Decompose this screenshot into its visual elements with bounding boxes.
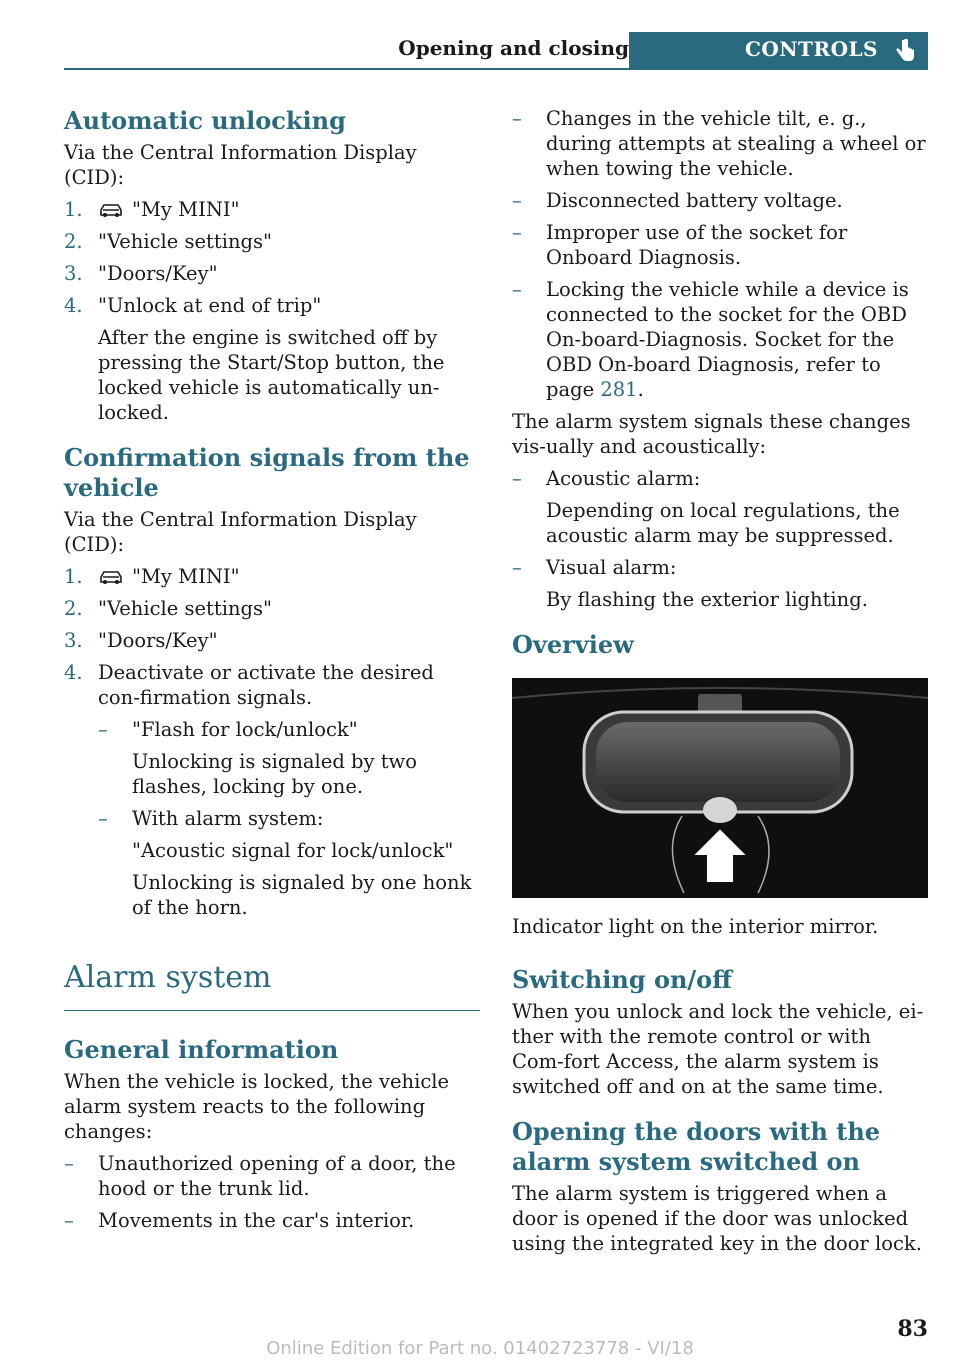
section-title: Opening and closing [398,36,629,60]
page-header [64,32,928,70]
list-item: – Unauthorized opening of a door, the hood or the trunk lid. [64,1152,456,1200]
automatic-unlocking-heading: Automatic unlocking [64,106,346,135]
interior-mirror-illustration [512,678,928,898]
sub-list [98,717,480,920]
list-item: 3. "Doors/Key" [64,262,218,285]
alarm-types-list [512,466,928,612]
alarm-triggers-list-cont [512,106,928,402]
list-item: – Changes in the vehicle tilt, e. g., during attempts at stealing a wheel or when towing the vehicle. [512,107,926,180]
switching-heading: Switching on/off [512,965,732,994]
list-item: – Movements in the car's interior. [64,1209,415,1232]
list-item: – "Flash for lock/unlock" Unlocking is signaled by two flashes, locking by one. [98,718,417,798]
general-text: When the vehicle is locked, the vehicle alarm system reacts to the following changes: [64,1070,450,1143]
chapter-title: CONTROLS [744,37,878,61]
list-item: – Visual alarm: By flashing the exterior lighting. [512,556,868,611]
edition-note: Online Edition for Part no. 01402723778 - VI/18 [266,1338,694,1359]
opening-text: The alarm system is triggered when a door is opened if the door was unlocked using the integrated key in the door lock. [512,1182,922,1255]
list-item: 3. "Doors/Key" [64,629,218,652]
left-column [64,106,480,1240]
list-item: – Disconnected battery voltage. [512,189,843,212]
auto-unlock-steps [64,197,480,425]
list-item: 4. Deactivate or activate the desired con-firmation signals. – "Flash for lock/unlock" Unlocking is signaled by two flashes, locking by one. – With alarm system: "Acoustic signal for lock/unlock" Unlocking is signaled by one honk of the horn. [64,660,480,920]
cid-intro: Via the Central Information Display (CID): [64,508,417,556]
list-item: 2. "Vehicle settings" [64,230,272,253]
header-rule [64,68,928,70]
page-link[interactable]: 281 [600,378,638,401]
cid-intro: Via the Central Information Display (CID): [64,141,417,189]
switching-text: When you unlock and lock the vehicle, ei-ther with the remote control or with Com-fort Access, the alarm system is switched off and on at the same time. [512,1000,924,1098]
page-number: 83 [897,1316,928,1342]
general-information-heading: General information [64,1035,339,1064]
pointing-hand-icon [892,38,916,64]
confirmation-steps [64,564,480,920]
overview-heading: Overview [512,630,634,659]
confirmation-signals-heading: Confirmation signals from the vehicle [64,443,470,502]
figure-caption: Indicator light on the interior mirror. [512,915,879,938]
signals-text: The alarm system signals these changes vis-ually and acoustically: [512,410,911,458]
list-item: – With alarm system: "Acoustic signal for lock/unlock" Unlocking is signaled by one honk of the horn. [98,807,472,919]
car-icon [98,569,124,585]
opening-doors-heading: Opening the doors with the alarm system switched on [512,1117,881,1176]
list-item: 4. "Unlock at end of trip" After the engine is switched off by pressing the Start/Stop button, the locked vehicle is automatically un-locked. [64,293,480,425]
list-item: 1. "My MINI" [64,198,240,221]
list-item: 2. "Vehicle settings" [64,597,272,620]
car-icon [98,202,124,218]
list-item: – Locking the vehicle while a device is connected to the socket for the OBD On-board-Diagnosis. Socket for the OBD On-board Diagnosis, refer to page 281. [512,278,909,401]
right-column [512,106,928,1263]
list-item: – Acoustic alarm: Depending on local regulations, the acoustic alarm may be suppressed. [512,467,900,547]
list-item: – Improper use of the socket for Onboard Diagnosis. [512,221,848,269]
chapter-tab [629,32,928,70]
list-item: 1. "My MINI" [64,565,240,588]
alarm-triggers-list [64,1151,480,1233]
step-note: After the engine is switched off by pressing the Start/Stop button, the locked vehicle is automatically un-locked. [98,326,445,424]
alarm-system-heading: Alarm system [64,960,480,1011]
